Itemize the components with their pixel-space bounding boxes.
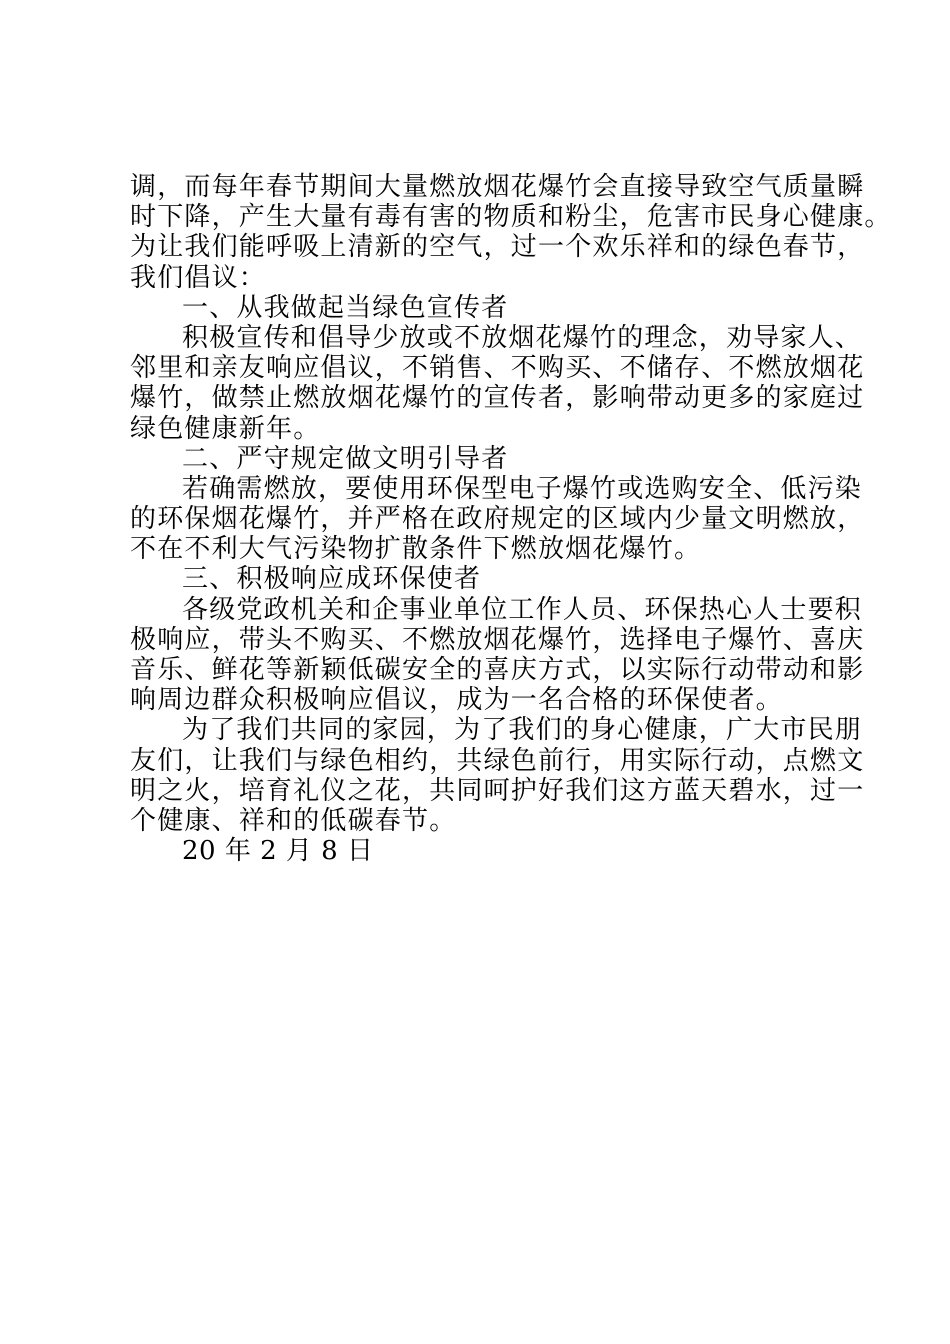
body-line: 爆竹，做禁止燃放烟花爆竹的宣传者，影响带动更多的家庭过	[130, 383, 865, 414]
section-heading-1: 一、从我做起当绿色宣传者	[182, 292, 509, 323]
body-line: 友们，让我们与绿色相约，共绿色前行，用实际行动，点燃文	[130, 745, 865, 776]
section-heading-2: 二、严守规定做文明引导者	[182, 443, 509, 474]
body-line: 为让我们能呼吸上清新的空气，过一个欢乐祥和的绿色春节，	[130, 232, 865, 263]
body-line: 绿色健康新年。	[130, 413, 321, 444]
body-line: 个健康、祥和的低碳春节。	[130, 805, 457, 836]
body-line: 的环保烟花爆竹，并严格在政府规定的区域内少量文明燃放，	[130, 504, 865, 535]
body-line: 我们倡议：	[130, 262, 267, 293]
body-line: 明之火，培育礼仪之花，共同呵护好我们这方蓝天碧水，过一	[130, 775, 865, 806]
body-line: 音乐、鲜花等新颖低碳安全的喜庆方式，以实际行动带动和影	[130, 655, 865, 685]
document-body	[130, 172, 892, 867]
section-heading-3: 三、积极响应成环保使者	[182, 564, 482, 595]
body-line: 积极宣传和倡导少放或不放烟花爆竹的理念，劝导家人、	[182, 322, 863, 353]
body-line: 邻里和亲友响应倡议，不销售、不购买、不储存、不燃放烟花	[130, 353, 865, 384]
body-line: 响周边群众积极响应倡议，成为一名合格的环保使者。	[130, 685, 783, 716]
document-date: 20 年 2 月 8 日	[182, 836, 374, 867]
body-line: 调，而每年春节期间大量燃放烟花爆竹会直接导致空气质量瞬	[130, 172, 865, 202]
body-line: 若确需燃放，要使用环保型电子爆竹或选购安全、低污染	[182, 473, 863, 504]
body-line: 不在不利大气污染物扩散条件下燃放烟花爆竹。	[130, 534, 702, 565]
body-line: 极响应，带头不购买、不燃放烟花爆竹，选择电子爆竹、喜庆	[130, 624, 865, 655]
body-line: 时下降，产生大量有毒有害的物质和粉尘，危害市民身心健康。	[130, 202, 892, 233]
body-line: 各级党政机关和企事业单位工作人员、环保热心人士要积	[182, 594, 863, 625]
body-line: 为了我们共同的家园，为了我们的身心健康，广大市民朋	[182, 715, 863, 746]
